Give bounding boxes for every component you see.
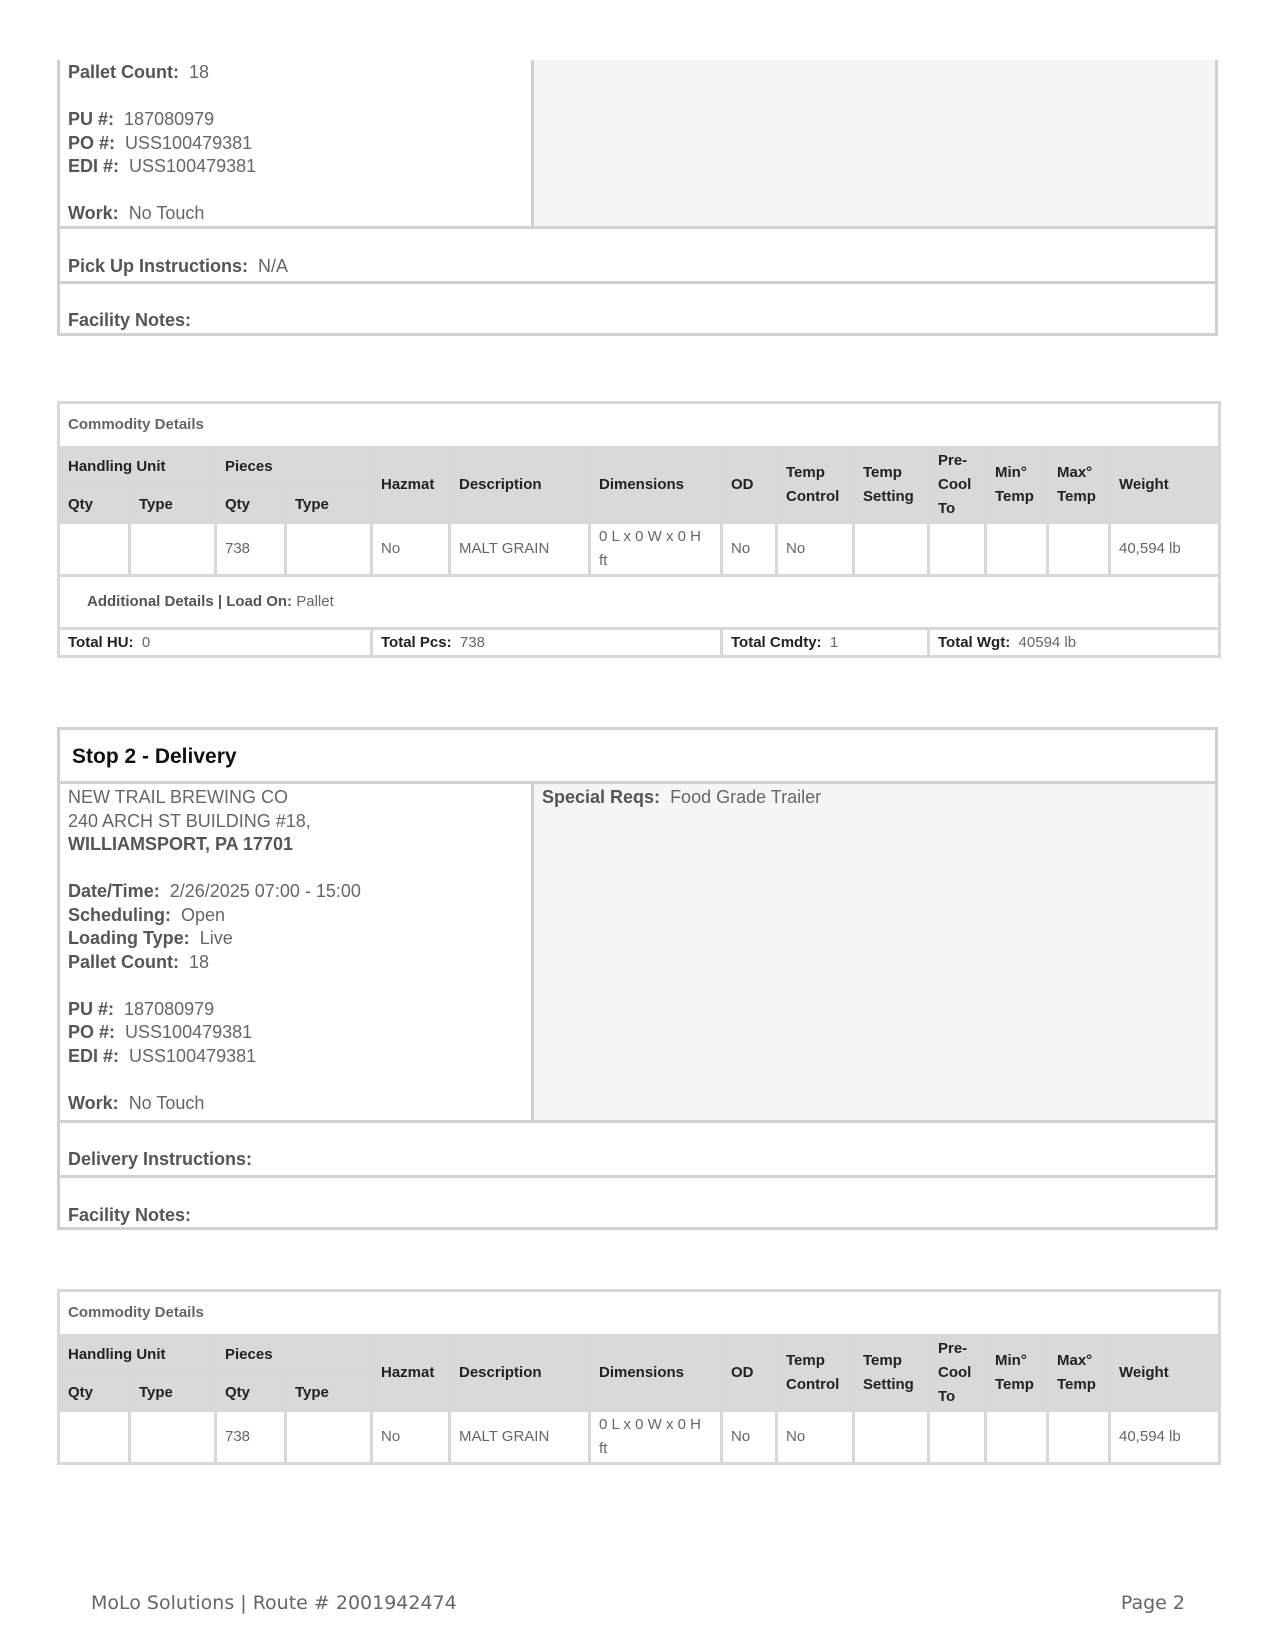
additional-details: Additional Details | Load On: Pallet	[59, 576, 1220, 629]
consignee-street: 240 ARCH ST BUILDING #18,	[68, 810, 311, 831]
scheduling-value: Open	[181, 904, 226, 925]
po-value: USS100479381	[125, 1022, 253, 1042]
handling-unit-header: Handling Unit	[59, 1336, 216, 1376]
hazmat-header: Hazmat	[372, 1336, 450, 1411]
description-cell: MALT GRAIN	[450, 523, 590, 576]
stop2-box	[57, 727, 1218, 1230]
od-cell: No	[722, 1411, 777, 1464]
edi-label: EDI #:	[68, 156, 120, 176]
dimensions-cell: 0 L x 0 W x 0 H ft	[590, 523, 722, 576]
temp-control-header: Temp Control	[777, 1336, 854, 1411]
pallet-count-value: 18	[189, 62, 210, 82]
hu-qty-header: Qty	[59, 487, 130, 522]
edi-value: USS100479381	[129, 1045, 257, 1066]
stop2-details	[60, 784, 534, 1120]
commodity-title: Commodity Details	[59, 1291, 1220, 1336]
datetime-value: 2/26/2025 07:00 - 15:00	[169, 881, 361, 901]
pu-value: 187080979	[124, 998, 215, 1019]
footer-page-number: Page 2	[1120, 1592, 1185, 1614]
facility-notes: Facility Notes:	[68, 310, 192, 330]
max-temp-header: Max° Temp	[1048, 448, 1110, 523]
total-pcs: Total Pcs: 738	[372, 629, 722, 657]
hu-qty-header: Qty	[59, 1375, 130, 1410]
stop1-special-panel	[534, 60, 1215, 226]
edi-label: EDI #:	[68, 1045, 120, 1066]
hazmat-cell: No	[372, 523, 450, 576]
max-temp-header: Max° Temp	[1048, 1336, 1110, 1411]
commodity-details-2	[57, 1289, 1218, 1465]
pcs-qty-header: Qty	[216, 487, 286, 522]
pcs-qty-cell: 738	[216, 523, 286, 576]
pcs-qty-cell: 738	[216, 1411, 286, 1464]
pre-cool-header: Pre-Cool To	[929, 1336, 986, 1411]
table-row	[59, 1411, 1220, 1464]
pu-label: PU #:	[68, 998, 115, 1019]
weight-header: Weight	[1110, 448, 1220, 523]
od-header: OD	[722, 448, 777, 523]
min-temp-header: Min° Temp	[986, 1336, 1048, 1411]
min-temp-header: Min° Temp	[986, 448, 1048, 523]
work-value: No Touch	[128, 1092, 205, 1113]
pickup-instructions: Pick Up Instructions: N/A	[68, 256, 289, 276]
load-on-value: Pallet	[296, 593, 334, 610]
dimensions-header: Dimensions	[590, 1336, 722, 1411]
consignee-city: WILLIAMSPORT, PA 17701	[68, 834, 294, 854]
loading-type-value: Live	[199, 928, 233, 948]
stop1-info-box	[57, 60, 1218, 336]
pallet-count-label: Pallet Count:	[68, 62, 179, 82]
od-header: OD	[722, 1336, 777, 1411]
weight-cell: 40,594 lb	[1110, 523, 1220, 576]
temp-setting-header: Temp Setting	[854, 448, 929, 523]
pre-cool-header: Pre-Cool To	[929, 448, 986, 523]
work-label: Work:	[68, 203, 119, 223]
total-cmdty: Total Cmdty: 1	[722, 629, 929, 657]
scheduling-label: Scheduling:	[68, 904, 171, 925]
po-value: USS100479381	[125, 132, 253, 153]
handling-unit-header: Handling Unit	[59, 448, 216, 488]
description-cell: MALT GRAIN	[450, 1411, 590, 1464]
pieces-header: Pieces	[216, 448, 372, 488]
loading-type-label: Loading Type:	[68, 928, 190, 948]
datetime-label: Date/Time:	[68, 881, 160, 901]
consignee-name: NEW TRAIL BREWING CO	[68, 787, 289, 807]
hu-type-header: Type	[130, 1375, 216, 1410]
pickup-instructions-value: N/A	[258, 256, 289, 276]
facility-notes: Facility Notes:	[68, 1205, 192, 1225]
weight-cell: 40,594 lb	[1110, 1411, 1220, 1464]
hu-type-header: Type	[130, 487, 216, 522]
weight-header: Weight	[1110, 1336, 1220, 1411]
commodity-title: Commodity Details	[59, 403, 1220, 448]
pieces-header: Pieces	[216, 1336, 372, 1376]
special-reqs-label: Special Reqs:	[542, 787, 661, 807]
pu-value: 187080979	[124, 109, 215, 129]
hazmat-header: Hazmat	[372, 448, 450, 523]
special-reqs-value: Food Grade Trailer	[670, 787, 822, 807]
temp-control-header: Temp Control	[777, 448, 854, 523]
total-hu: Total HU: 0	[59, 629, 372, 657]
total-wgt: Total Wgt: 40594 lb	[929, 629, 1220, 657]
stop1-details	[60, 60, 534, 226]
description-header: Description	[450, 448, 590, 523]
pcs-type-header: Type	[286, 1375, 372, 1410]
pallet-count-label: Pallet Count:	[68, 951, 179, 972]
pu-label: PU #:	[68, 109, 115, 129]
dimensions-cell: 0 L x 0 W x 0 H ft	[590, 1411, 722, 1464]
table-row	[59, 523, 1220, 576]
temp-control-cell: No	[777, 1411, 854, 1464]
temp-setting-header: Temp Setting	[854, 1336, 929, 1411]
po-label: PO #:	[68, 1022, 116, 1042]
footer-route: MoLo Solutions | Route # 2001942474	[91, 1592, 457, 1614]
temp-control-cell: No	[777, 523, 854, 576]
description-header: Description	[450, 1336, 590, 1411]
dimensions-header: Dimensions	[590, 448, 722, 523]
delivery-instructions: Delivery Instructions:	[68, 1149, 253, 1169]
hazmat-cell: No	[372, 1411, 450, 1464]
stop2-special-panel	[534, 784, 1215, 1120]
od-cell: No	[722, 523, 777, 576]
work-value: No Touch	[128, 203, 205, 223]
pcs-type-header: Type	[286, 487, 372, 522]
po-label: PO #:	[68, 132, 116, 153]
pcs-qty-header: Qty	[216, 1375, 286, 1410]
stop2-title: Stop 2 - Delivery	[60, 730, 1215, 784]
work-label: Work:	[68, 1092, 119, 1113]
commodity-details-1	[57, 401, 1218, 658]
edi-value: USS100479381	[129, 156, 257, 176]
pallet-count-value: 18	[189, 951, 210, 972]
